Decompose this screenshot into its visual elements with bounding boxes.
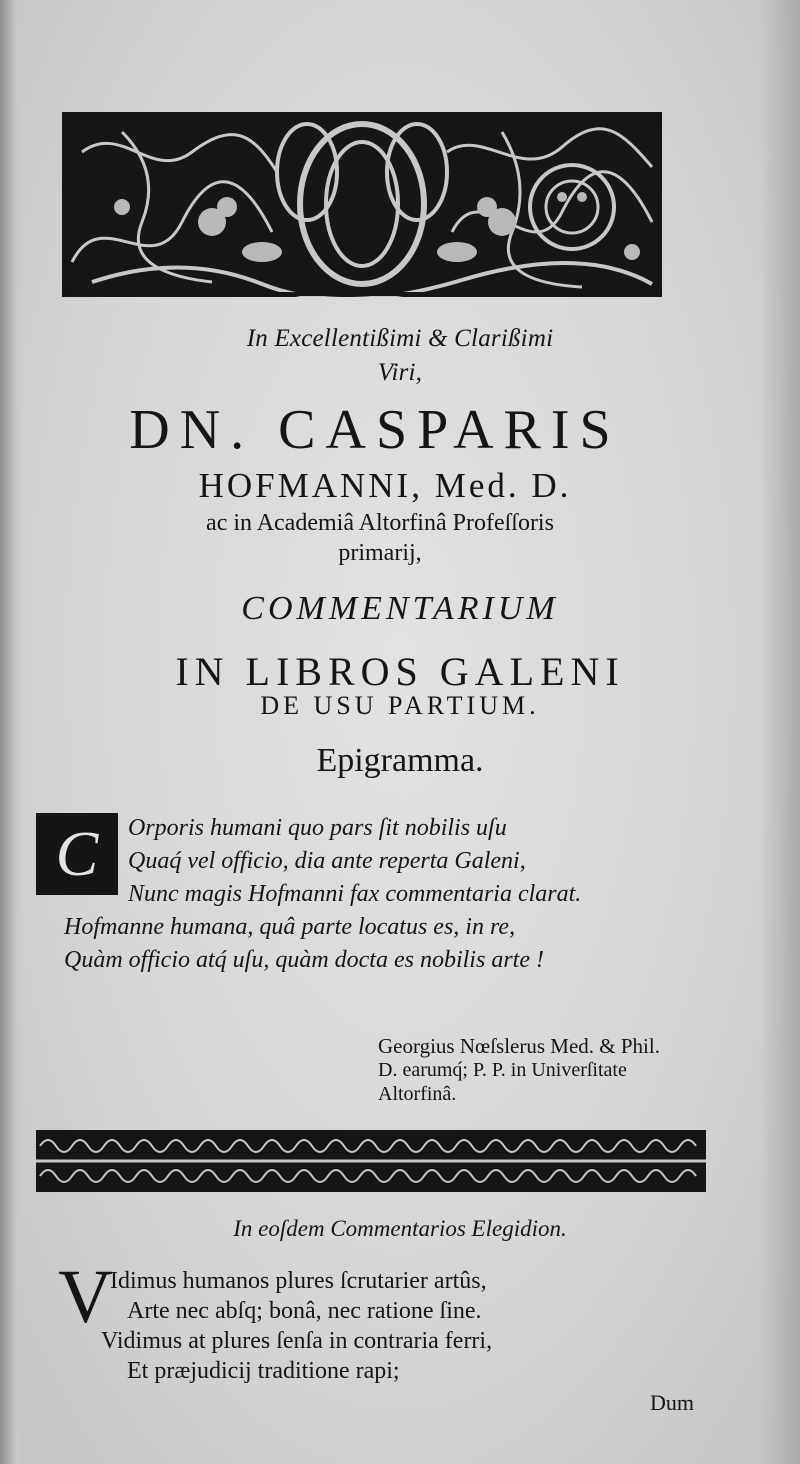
epigram-line-4: Hofmanne humana, quâ parte locatus es, in re, bbox=[64, 914, 516, 940]
signature-block bbox=[378, 1034, 718, 1106]
professor-title-cont: primarij, bbox=[338, 540, 422, 566]
dedication-line-2: Viri, bbox=[377, 359, 423, 386]
ornamental-headpiece bbox=[62, 112, 662, 297]
elegy-line-1: Idimus humanos plures ſcrutarier artûs, bbox=[110, 1268, 487, 1294]
elegy-line-4: Et præjudicij traditione rapi; bbox=[127, 1358, 400, 1384]
epigram-line-1: Orporis humani quo pars ſit nobilis uſu bbox=[128, 815, 507, 841]
catchword: Dum bbox=[650, 1390, 694, 1415]
signature-line-2: D. earumq́; P. P. in Univerſitate bbox=[378, 1059, 627, 1081]
headpiece-ornament-graphic bbox=[62, 112, 662, 297]
border-ornament-graphic bbox=[36, 1130, 706, 1192]
epigram-heading: Epigramma. bbox=[316, 742, 484, 779]
drop-initial-c: C bbox=[36, 813, 118, 895]
ornamental-border bbox=[36, 1130, 706, 1192]
elegy-line-2: Arte nec abſq; bonâ, nec ratione ſine. bbox=[127, 1298, 482, 1324]
signature-line-1: Georgius Nœſslerus Med. & Phil. bbox=[378, 1034, 660, 1058]
galen-title-line-2: DE USU PARTIUM. bbox=[260, 691, 540, 720]
epigram-line-3: Nunc magis Hofmanni fax commentaria clarat. bbox=[128, 881, 582, 907]
elegy-heading: In eoſdem Commentarios Elegidion. bbox=[233, 1216, 567, 1241]
galen-title-line-1: IN LIBROS GALENI bbox=[175, 649, 625, 694]
professor-title: ac in Academiâ Altorfinâ Profeſſoris bbox=[206, 510, 554, 536]
epigram-line-2: Quaq́ vel officio, dia ante reperta Galeni, bbox=[128, 848, 526, 874]
signature-line-3: Altorfinâ. bbox=[378, 1083, 457, 1105]
dedication-line-1: In Excellentißimi & Clarißimi bbox=[246, 325, 554, 352]
epigram-line-5: Quàm officio atq́ uſu, quàm docta es nobilis arte ! bbox=[64, 947, 544, 973]
elegy-initial-v: V bbox=[58, 1255, 113, 1339]
commentary-title: COMMENTARIUM bbox=[241, 590, 559, 627]
name-subheading: HOFMANNI, Med. D. bbox=[198, 466, 572, 505]
name-heading: DN. CASPARIS bbox=[129, 399, 621, 461]
elegy-line-3: Vidimus at plures ſenſa in contraria ferri, bbox=[101, 1328, 493, 1354]
